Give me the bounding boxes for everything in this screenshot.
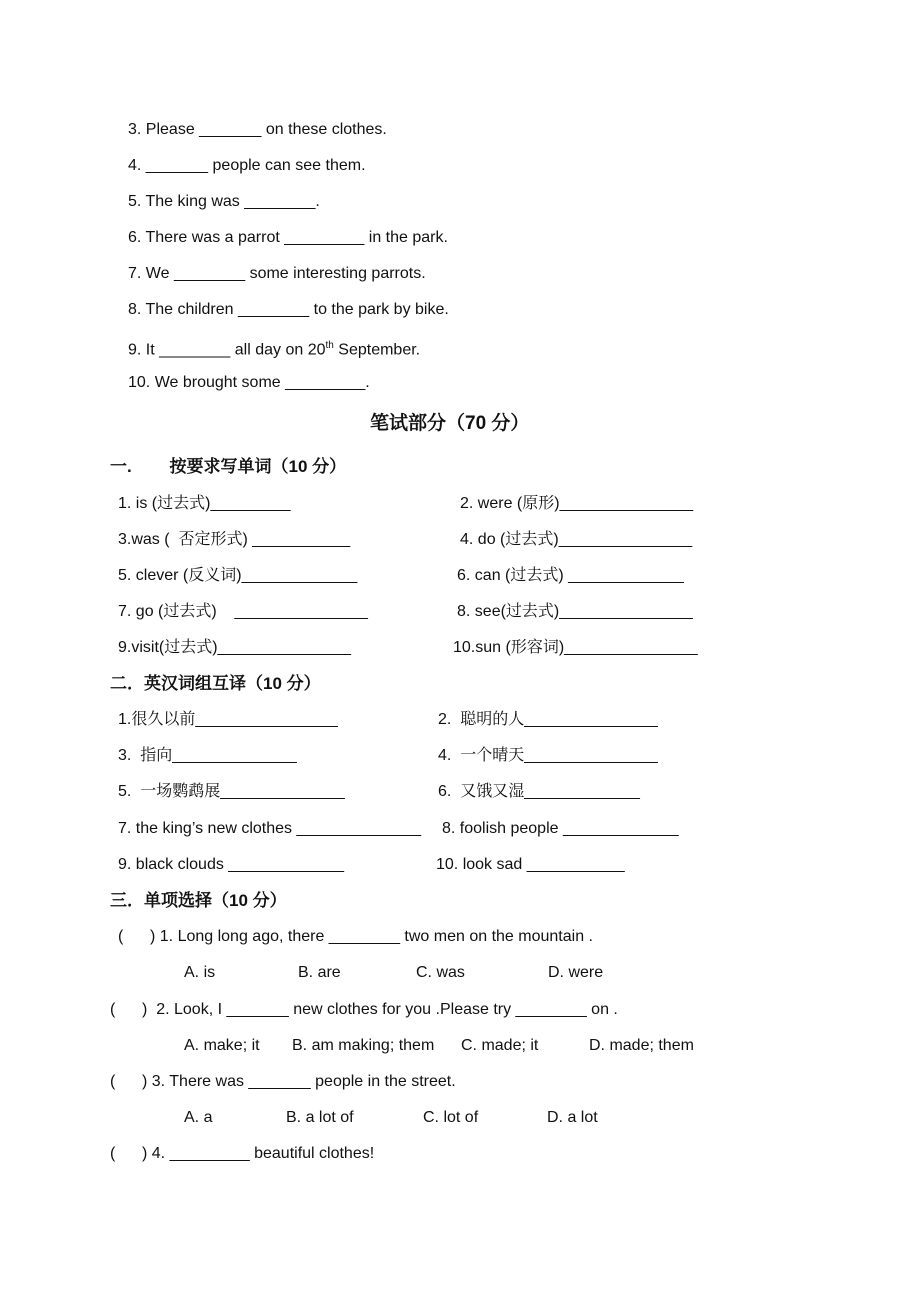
option: C. made; it — [461, 1037, 539, 1054]
phrase-item: 9. black clouds _____________ — [118, 856, 344, 873]
phrase-item: 5. 一场鹦鹉展______________ — [118, 783, 345, 800]
word-item: 1. is (过去式)_________ — [118, 495, 291, 512]
section1-title: 一. 按要求写单词（10 分） — [110, 457, 347, 476]
question: ( ) 2. Look, I _______ new clothes for you .Please try ________ on . — [110, 1001, 618, 1018]
section3-title: 三．单项选择（10 分） — [110, 891, 287, 910]
question: ( ) 4. _________ beautiful clothes! — [110, 1145, 375, 1162]
phrase-item: 1.很久以前________________ — [118, 711, 338, 728]
listening-item: 7. We ________ some interesting parrots. — [128, 265, 426, 282]
listening-item: 4. _______ people can see them. — [128, 157, 366, 174]
option: D. were — [548, 964, 604, 981]
word-item: 5. clever (反义词)_____________ — [118, 567, 358, 584]
option: A. make; it — [184, 1037, 260, 1054]
word-item: 10.sun (形容词)_______________ — [453, 639, 698, 656]
phrase-item: 8. foolish people _____________ — [442, 820, 679, 837]
section2-title: 二．英汉词组互译（10 分） — [110, 674, 321, 693]
item-text: September. — [333, 341, 421, 359]
option: C. was — [416, 964, 465, 981]
superscript: th — [325, 340, 334, 351]
option: A. a — [184, 1109, 213, 1126]
listening-item: 5. The king was ________. — [128, 193, 320, 210]
option: B. a lot of — [286, 1109, 354, 1126]
phrase-item: 2. 聪明的人_______________ — [438, 711, 658, 728]
question: ( ) 3. There was _______ people in the street. — [110, 1073, 456, 1090]
word-item: 2. were (原形)_______________ — [460, 495, 694, 512]
written-part-title: 笔试部分（70 分） — [370, 413, 530, 434]
item-text: 9. It ________ all day on 20 — [128, 341, 326, 359]
word-item: 3.was ( 否定形式) ___________ — [118, 531, 351, 548]
option: D. made; them — [589, 1037, 694, 1054]
phrase-item: 7. the king’s new clothes ______________ — [118, 820, 422, 837]
phrase-item: 3. 指向______________ — [118, 747, 297, 764]
word-item: 7. go (过去式) _______________ — [118, 603, 368, 620]
option: B. are — [298, 964, 341, 981]
question: ( ) 1. Long long ago, there ________ two men on the mountain . — [118, 928, 593, 945]
word-item: 6. can (过去式) _____________ — [457, 567, 684, 584]
option: C. lot of — [423, 1109, 479, 1126]
listening-item: 10. We brought some _________. — [128, 374, 370, 391]
listening-item: 6. There was a parrot _________ in the park. — [128, 229, 448, 246]
listening-item: 8. The children ________ to the park by bike. — [128, 301, 449, 318]
word-item: 4. do (过去式)_______________ — [460, 531, 693, 548]
option: B. am making; them — [292, 1037, 435, 1054]
option: A. is — [184, 964, 216, 981]
word-item: 8. see(过去式)_______________ — [457, 603, 693, 620]
phrase-item: 10. look sad ___________ — [436, 856, 625, 873]
listening-item — [128, 336, 420, 360]
phrase-item: 6. 又饿又湿_____________ — [438, 783, 640, 800]
option: D. a lot — [547, 1109, 598, 1126]
listening-item: 3. Please _______ on these clothes. — [128, 121, 387, 138]
word-item: 9.visit(过去式)_______________ — [118, 639, 352, 656]
phrase-item: 4. 一个晴天_______________ — [438, 747, 658, 764]
